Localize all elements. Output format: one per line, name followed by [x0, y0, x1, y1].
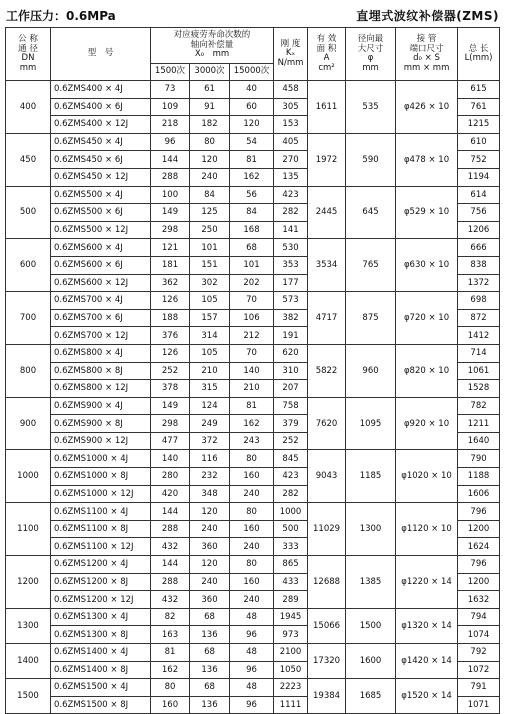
comp-1500-cell: 144 — [151, 556, 190, 574]
max-diameter-cell: 1600 — [346, 644, 396, 679]
model-cell: 0.6ZMS900 × 8J — [51, 415, 151, 433]
pipe-end-cell: φ820 × 10 — [396, 344, 458, 397]
model-cell: 0.6ZMS1500 × 8J — [51, 696, 151, 714]
length-cell: 756 — [458, 204, 500, 222]
area-cell: 11029 — [308, 503, 346, 556]
comp-15000-cell: 212 — [230, 327, 274, 345]
comp-1500-cell: 162 — [151, 661, 190, 679]
area-cell: 7620 — [308, 397, 346, 450]
model-cell: 0.6ZMS700 × 4J — [51, 292, 151, 310]
comp-1500-cell: 121 — [151, 239, 190, 257]
pipe-end-cell: φ529 × 10 — [396, 186, 458, 239]
stiffness-header: 刚 度 Kₓ N/mm — [274, 28, 308, 81]
comp-3000-cell: 240 — [190, 520, 230, 538]
comp-1500-cell: 432 — [151, 538, 190, 556]
comp-15000-cell: 106 — [230, 309, 274, 327]
table-row — [6, 450, 500, 468]
comp-1500-cell: 298 — [151, 415, 190, 433]
comp-1500-cell: 280 — [151, 468, 190, 486]
cycles-3000-header: 3000次 — [190, 64, 230, 81]
sheet-header — [6, 5, 499, 23]
pipe-end-cell: φ1320 × 14 — [396, 608, 458, 643]
comp-15000-cell: 96 — [230, 696, 274, 714]
comp-1500-cell: 149 — [151, 204, 190, 222]
stiffness-cell: 573 — [274, 292, 308, 310]
max-diameter-cell: 1685 — [346, 679, 396, 714]
length-cell: 698 — [458, 292, 500, 310]
comp-15000-cell: 48 — [230, 644, 274, 662]
stiffness-cell: 310 — [274, 362, 308, 380]
comp-15000-cell: 48 — [230, 679, 274, 697]
cycles-1500-header: 1500次 — [151, 64, 190, 81]
comp-15000-cell: 168 — [230, 221, 274, 239]
model-cell: 0.6ZMS800 × 12J — [51, 380, 151, 398]
length-cell: 1632 — [458, 591, 500, 609]
model-cell: 0.6ZMS400 × 6J — [51, 98, 151, 116]
comp-3000-cell: 105 — [190, 344, 230, 362]
stiffness-cell: 1111 — [274, 696, 308, 714]
length-cell: 782 — [458, 397, 500, 415]
dn-cell: 600 — [6, 239, 51, 292]
area-cell: 4717 — [308, 292, 346, 345]
model-cell: 0.6ZMS400 × 12J — [51, 116, 151, 134]
comp-1500-cell: 163 — [151, 626, 190, 644]
sheet-title: 直埋式波纹补偿器(ZMS) — [356, 9, 499, 23]
stiffness-cell: 333 — [274, 538, 308, 556]
dn-cell: 1500 — [6, 679, 51, 714]
pipe-end-cell: φ1520 × 14 — [396, 679, 458, 714]
comp-3000-cell: 84 — [190, 186, 230, 204]
model-cell: 0.6ZMS1400 × 4J — [51, 644, 151, 662]
comp-3000-cell: 124 — [190, 397, 230, 415]
dn-cell: 450 — [6, 133, 51, 186]
comp-15000-cell: 48 — [230, 608, 274, 626]
max-diameter-cell: 645 — [346, 186, 396, 239]
comp-15000-cell: 162 — [230, 415, 274, 433]
length-cell: 1624 — [458, 538, 500, 556]
comp-3000-cell: 151 — [190, 256, 230, 274]
length-cell: 1412 — [458, 327, 500, 345]
comp-3000-cell: 249 — [190, 415, 230, 433]
area-cell: 17320 — [308, 644, 346, 679]
comp-15000-cell: 60 — [230, 98, 274, 116]
comp-15000-cell: 80 — [230, 450, 274, 468]
stiffness-cell: 191 — [274, 327, 308, 345]
length-cell: 872 — [458, 309, 500, 327]
model-cell: 0.6ZMS450 × 12J — [51, 168, 151, 186]
pipe-end-cell: φ1120 × 10 — [396, 503, 458, 556]
comp-15000-cell: 101 — [230, 256, 274, 274]
comp-3000-cell: 61 — [190, 81, 230, 99]
comp-1500-cell: 126 — [151, 292, 190, 310]
length-cell: 1606 — [458, 485, 500, 503]
stiffness-cell: 620 — [274, 344, 308, 362]
area-cell: 15066 — [308, 608, 346, 643]
stiffness-cell: 135 — [274, 168, 308, 186]
comp-3000-cell: 360 — [190, 591, 230, 609]
length-cell: 790 — [458, 450, 500, 468]
stiffness-cell: 758 — [274, 397, 308, 415]
max-diameter-cell: 1300 — [346, 503, 396, 556]
table-row — [6, 344, 500, 362]
comp-3000-cell: 105 — [190, 292, 230, 310]
length-cell: 1372 — [458, 274, 500, 292]
stiffness-cell: 500 — [274, 520, 308, 538]
table-row — [6, 556, 500, 574]
comp-1500-cell: 376 — [151, 327, 190, 345]
length-cell: 614 — [458, 186, 500, 204]
max-diameter-cell: 1095 — [346, 397, 396, 450]
model-cell: 0.6ZMS800 × 8J — [51, 362, 151, 380]
comp-15000-cell: 160 — [230, 573, 274, 591]
stiffness-cell: 845 — [274, 450, 308, 468]
area-cell: 2445 — [308, 186, 346, 239]
length-cell: 714 — [458, 344, 500, 362]
max-diameter-cell: 1385 — [346, 556, 396, 609]
comp-1500-cell: 432 — [151, 591, 190, 609]
comp-1500-cell: 181 — [151, 256, 190, 274]
table-row — [6, 397, 500, 415]
stiffness-cell: 382 — [274, 309, 308, 327]
comp-3000-cell: 136 — [190, 696, 230, 714]
comp-1500-cell: 80 — [151, 679, 190, 697]
length-cell: 792 — [458, 644, 500, 662]
comp-1500-cell: 81 — [151, 644, 190, 662]
comp-15000-cell: 96 — [230, 661, 274, 679]
stiffness-cell: 289 — [274, 591, 308, 609]
model-cell: 0.6ZMS700 × 6J — [51, 309, 151, 327]
max-diameter-cell: 1185 — [346, 450, 396, 503]
length-cell: 615 — [458, 81, 500, 99]
comp-15000-cell: 240 — [230, 485, 274, 503]
length-cell: 1200 — [458, 573, 500, 591]
model-cell: 0.6ZMS700 × 12J — [51, 327, 151, 345]
comp-15000-cell: 56 — [230, 186, 274, 204]
comp-3000-cell: 68 — [190, 608, 230, 626]
comp-15000-cell: 210 — [230, 380, 274, 398]
comp-15000-cell: 68 — [230, 239, 274, 257]
comp-1500-cell: 82 — [151, 608, 190, 626]
cycles-header: 对应疲劳寿命次数的 轴向补偿量 X₀ mm — [151, 28, 274, 64]
stiffness-cell: 1945 — [274, 608, 308, 626]
stiffness-cell: 1050 — [274, 661, 308, 679]
dn-cell: 1000 — [6, 450, 51, 503]
model-cell: 0.6ZMS900 × 12J — [51, 432, 151, 450]
stiffness-cell: 353 — [274, 256, 308, 274]
model-cell: 0.6ZMS1200 × 12J — [51, 591, 151, 609]
length-cell: 1072 — [458, 661, 500, 679]
comp-1500-cell: 288 — [151, 573, 190, 591]
model-cell: 0.6ZMS450 × 4J — [51, 133, 151, 151]
comp-3000-cell: 91 — [190, 98, 230, 116]
comp-1500-cell: 188 — [151, 309, 190, 327]
model-cell: 0.6ZMS500 × 6J — [51, 204, 151, 222]
comp-3000-cell: 360 — [190, 538, 230, 556]
length-cell: 838 — [458, 256, 500, 274]
spec-table — [5, 27, 500, 714]
model-cell: 0.6ZMS1300 × 8J — [51, 626, 151, 644]
table-row — [6, 292, 500, 310]
max-diameter-cell: 960 — [346, 344, 396, 397]
model-cell: 0.6ZMS1400 × 8J — [51, 661, 151, 679]
comp-3000-cell: 240 — [190, 573, 230, 591]
max-diameter-cell: 535 — [346, 81, 396, 134]
area-header: 有 效 面 积 A cm² — [308, 28, 346, 81]
dn-cell: 1300 — [6, 608, 51, 643]
stiffness-cell: 153 — [274, 116, 308, 134]
dn-cell: 800 — [6, 344, 51, 397]
comp-15000-cell: 80 — [230, 556, 274, 574]
comp-3000-cell: 125 — [190, 204, 230, 222]
comp-1500-cell: 288 — [151, 520, 190, 538]
model-cell: 0.6ZMS500 × 4J — [51, 186, 151, 204]
area-cell: 1972 — [308, 133, 346, 186]
model-cell: 0.6ZMS1000 × 8J — [51, 468, 151, 486]
length-cell: 794 — [458, 608, 500, 626]
pipe-end-cell: φ630 × 10 — [396, 239, 458, 292]
comp-3000-cell: 116 — [190, 450, 230, 468]
table-row — [6, 239, 500, 257]
comp-3000-cell: 157 — [190, 309, 230, 327]
dn-cell: 1100 — [6, 503, 51, 556]
comp-1500-cell: 378 — [151, 380, 190, 398]
comp-1500-cell: 144 — [151, 503, 190, 521]
length-cell: 1206 — [458, 221, 500, 239]
model-cell: 0.6ZMS450 × 6J — [51, 151, 151, 169]
length-cell: 1061 — [458, 362, 500, 380]
stiffness-cell: 458 — [274, 81, 308, 99]
comp-3000-cell: 120 — [190, 503, 230, 521]
dn-cell: 700 — [6, 292, 51, 345]
max-diameter-cell: 1500 — [346, 608, 396, 643]
comp-1500-cell: 288 — [151, 168, 190, 186]
comp-3000-cell: 210 — [190, 362, 230, 380]
comp-15000-cell: 240 — [230, 538, 274, 556]
table-row — [6, 608, 500, 626]
comp-1500-cell: 160 — [151, 696, 190, 714]
pipe-end-cell: φ720 × 10 — [396, 292, 458, 345]
model-cell: 0.6ZMS1000 × 12J — [51, 485, 151, 503]
model-cell: 0.6ZMS1100 × 12J — [51, 538, 151, 556]
dn-cell: 400 — [6, 81, 51, 134]
length-cell: 1188 — [458, 468, 500, 486]
stiffness-cell: 379 — [274, 415, 308, 433]
comp-3000-cell: 136 — [190, 626, 230, 644]
stiffness-cell: 2100 — [274, 644, 308, 662]
stiffness-cell: 405 — [274, 133, 308, 151]
dn-cell: 500 — [6, 186, 51, 239]
model-cell: 0.6ZMS600 × 4J — [51, 239, 151, 257]
length-cell: 1194 — [458, 168, 500, 186]
model-cell: 0.6ZMS1200 × 4J — [51, 556, 151, 574]
table-row — [6, 186, 500, 204]
comp-1500-cell: 96 — [151, 133, 190, 151]
area-cell: 19384 — [308, 679, 346, 714]
comp-15000-cell: 140 — [230, 362, 274, 380]
model-cell: 0.6ZMS1100 × 4J — [51, 503, 151, 521]
stiffness-cell: 433 — [274, 573, 308, 591]
comp-3000-cell: 372 — [190, 432, 230, 450]
model-cell: 0.6ZMS600 × 6J — [51, 256, 151, 274]
comp-1500-cell: 100 — [151, 186, 190, 204]
stiffness-cell: 207 — [274, 380, 308, 398]
model-cell: 0.6ZMS1000 × 4J — [51, 450, 151, 468]
length-cell: 761 — [458, 98, 500, 116]
comp-1500-cell: 126 — [151, 344, 190, 362]
stiffness-cell: 305 — [274, 98, 308, 116]
comp-1500-cell: 362 — [151, 274, 190, 292]
model-cell: 0.6ZMS900 × 4J — [51, 397, 151, 415]
length-cell: 752 — [458, 151, 500, 169]
model-cell: 0.6ZMS1300 × 4J — [51, 608, 151, 626]
comp-1500-cell: 140 — [151, 450, 190, 468]
comp-15000-cell: 240 — [230, 591, 274, 609]
comp-1500-cell: 252 — [151, 362, 190, 380]
max-diameter-header: 径向最 大尺寸 φ mm — [346, 28, 396, 81]
length-cell: 1211 — [458, 415, 500, 433]
model-cell: 0.6ZMS1200 × 8J — [51, 573, 151, 591]
length-cell: 1071 — [458, 696, 500, 714]
table-row — [6, 503, 500, 521]
comp-15000-cell: 40 — [230, 81, 274, 99]
length-cell: 1074 — [458, 626, 500, 644]
stiffness-cell: 530 — [274, 239, 308, 257]
comp-3000-cell: 314 — [190, 327, 230, 345]
model-header: 型 号 — [51, 28, 151, 81]
comp-15000-cell: 81 — [230, 397, 274, 415]
comp-15000-cell: 160 — [230, 520, 274, 538]
model-cell: 0.6ZMS1500 × 4J — [51, 679, 151, 697]
comp-3000-cell: 302 — [190, 274, 230, 292]
comp-15000-cell: 160 — [230, 468, 274, 486]
stiffness-cell: 1000 — [274, 503, 308, 521]
comp-15000-cell: 80 — [230, 503, 274, 521]
comp-3000-cell: 250 — [190, 221, 230, 239]
table-row — [6, 644, 500, 662]
pipe-end-cell: φ1220 × 14 — [396, 556, 458, 609]
pipe-end-cell: φ478 × 10 — [396, 133, 458, 186]
pipe-end-cell: φ1020 × 10 — [396, 450, 458, 503]
comp-1500-cell: 144 — [151, 151, 190, 169]
length-cell: 1528 — [458, 380, 500, 398]
comp-3000-cell: 101 — [190, 239, 230, 257]
length-cell: 1200 — [458, 520, 500, 538]
pipe-end-cell: φ426 × 10 — [396, 81, 458, 134]
comp-1500-cell: 477 — [151, 432, 190, 450]
stiffness-cell: 177 — [274, 274, 308, 292]
stiffness-cell: 865 — [274, 556, 308, 574]
comp-15000-cell: 70 — [230, 344, 274, 362]
pipe-end-header: 接 管 端口尺寸 d₀ × S mm × mm — [396, 28, 458, 81]
area-cell: 1611 — [308, 81, 346, 134]
length-header: 总 长 L(mm) — [458, 28, 500, 81]
comp-3000-cell: 182 — [190, 116, 230, 134]
dn-cell: 1200 — [6, 556, 51, 609]
comp-15000-cell: 96 — [230, 626, 274, 644]
comp-15000-cell: 202 — [230, 274, 274, 292]
comp-1500-cell: 73 — [151, 81, 190, 99]
comp-1500-cell: 149 — [151, 397, 190, 415]
cycles-15000-header: 15000次 — [230, 64, 274, 81]
comp-1500-cell: 109 — [151, 98, 190, 116]
comp-15000-cell: 54 — [230, 133, 274, 151]
area-cell: 5822 — [308, 344, 346, 397]
comp-3000-cell: 120 — [190, 556, 230, 574]
length-cell: 796 — [458, 556, 500, 574]
comp-1500-cell: 420 — [151, 485, 190, 503]
dn-cell: 1400 — [6, 644, 51, 679]
comp-1500-cell: 298 — [151, 221, 190, 239]
model-cell: 0.6ZMS500 × 12J — [51, 221, 151, 239]
comp-15000-cell: 70 — [230, 292, 274, 310]
comp-15000-cell: 84 — [230, 204, 274, 222]
stiffness-cell: 270 — [274, 151, 308, 169]
comp-3000-cell: 348 — [190, 485, 230, 503]
comp-3000-cell: 68 — [190, 679, 230, 697]
area-cell: 3534 — [308, 239, 346, 292]
comp-3000-cell: 240 — [190, 168, 230, 186]
stiffness-cell: 141 — [274, 221, 308, 239]
pipe-end-cell: φ920 × 10 — [396, 397, 458, 450]
length-cell: 1215 — [458, 116, 500, 134]
length-cell: 796 — [458, 503, 500, 521]
length-cell: 1640 — [458, 432, 500, 450]
area-cell: 9043 — [308, 450, 346, 503]
comp-15000-cell: 162 — [230, 168, 274, 186]
model-cell: 0.6ZMS1100 × 8J — [51, 520, 151, 538]
table-body — [6, 81, 500, 714]
stiffness-cell: 423 — [274, 186, 308, 204]
stiffness-cell: 423 — [274, 468, 308, 486]
comp-3000-cell: 232 — [190, 468, 230, 486]
pipe-end-cell: φ1420 × 14 — [396, 644, 458, 679]
dn-cell: 900 — [6, 397, 51, 450]
stiffness-cell: 973 — [274, 626, 308, 644]
stiffness-cell: 282 — [274, 204, 308, 222]
comp-15000-cell: 120 — [230, 116, 274, 134]
comp-3000-cell: 120 — [190, 151, 230, 169]
comp-15000-cell: 81 — [230, 151, 274, 169]
model-cell: 0.6ZMS400 × 4J — [51, 81, 151, 99]
comp-15000-cell: 243 — [230, 432, 274, 450]
max-diameter-cell: 875 — [346, 292, 396, 345]
working-pressure: 工作压力：0.6MPa — [6, 9, 116, 23]
length-cell: 610 — [458, 133, 500, 151]
max-diameter-cell: 765 — [346, 239, 396, 292]
model-cell: 0.6ZMS600 × 12J — [51, 274, 151, 292]
table-row — [6, 81, 500, 99]
stiffness-cell: 252 — [274, 432, 308, 450]
table-row — [6, 133, 500, 151]
max-diameter-cell: 590 — [346, 133, 396, 186]
comp-3000-cell: 136 — [190, 661, 230, 679]
stiffness-cell: 2223 — [274, 679, 308, 697]
comp-3000-cell: 68 — [190, 644, 230, 662]
comp-3000-cell: 315 — [190, 380, 230, 398]
model-cell: 0.6ZMS800 × 4J — [51, 344, 151, 362]
dn-header: 公 称 通 径 DN mm — [6, 28, 51, 81]
comp-1500-cell: 218 — [151, 116, 190, 134]
stiffness-cell: 282 — [274, 485, 308, 503]
comp-3000-cell: 80 — [190, 133, 230, 151]
area-cell: 12688 — [308, 556, 346, 609]
length-cell: 666 — [458, 239, 500, 257]
length-cell: 791 — [458, 679, 500, 697]
